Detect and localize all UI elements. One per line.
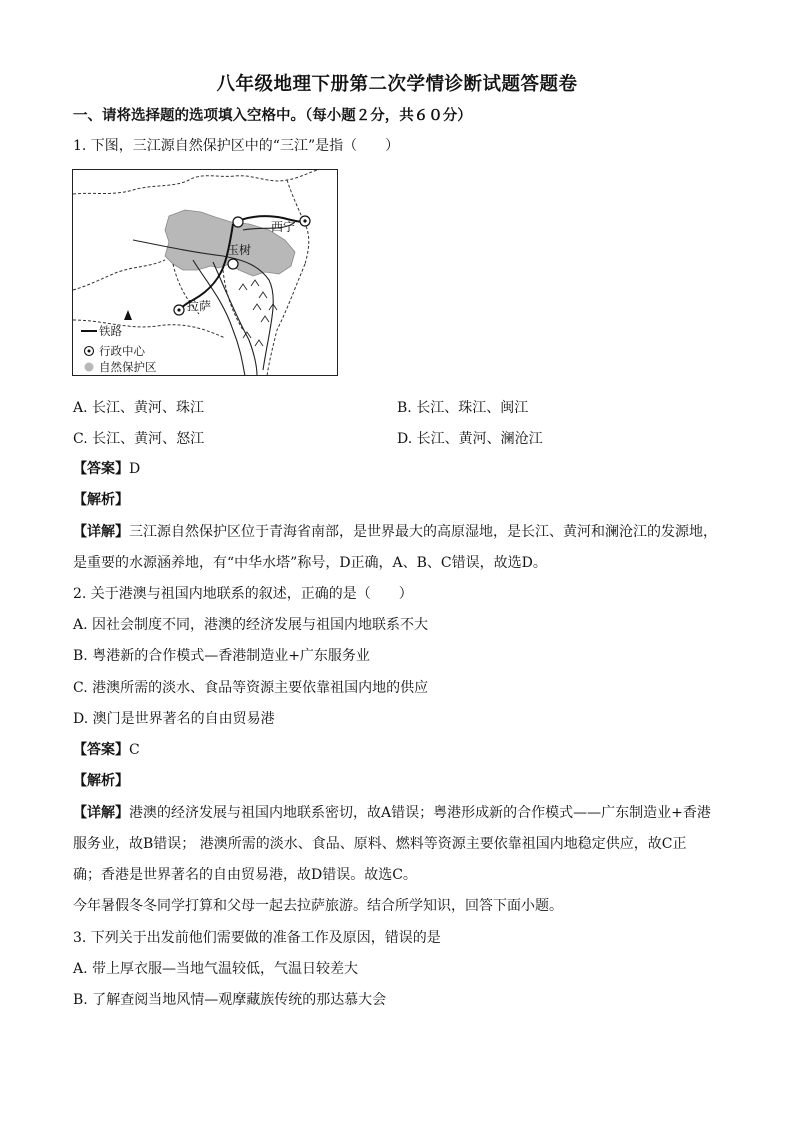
q2-option-d: D. 澳门是世界著名的自由贸易港 (73, 711, 275, 727)
answer-value: D (129, 461, 141, 477)
city-label-xining: 西宁 (271, 220, 296, 234)
sanjiangyuan-map (72, 169, 338, 376)
answer-value: C (129, 742, 140, 758)
question-3-stem: 3. 下列关于出发前他们需要做的准备工作及原因，错误的是 (73, 930, 441, 946)
mountain-symbols (239, 280, 277, 346)
legend-railway-label: 铁路 (99, 324, 122, 338)
legend-admin-center-label: 行政中心 (99, 344, 145, 358)
q1-option-c: C. 长江、黄河、怒江 (73, 431, 205, 447)
peak-icon (124, 310, 132, 320)
q2-detail-line-1 (73, 802, 711, 822)
lake-marker (233, 217, 243, 227)
page-title: 八年级地理下册第二次学情诊断试题答题卷 (216, 74, 578, 95)
section-heading: 一、请将选择题的选项填入空格中。（每小题２分，共６０分） (73, 108, 472, 124)
q1-option-b: B. 长江、珠江、闽江 (397, 400, 529, 416)
legend-reserve-icon (85, 363, 94, 372)
map-drawing (73, 170, 339, 377)
q2-detail-line-2: 服务业，故B错误； 港澳所需的淡水、食品、原料、燃料等资源主要依靠祖国内地稳定供应，故C正 (73, 836, 687, 852)
q2-analysis-tag: 【解析】 (73, 773, 129, 789)
city-label-yushu: 玉树 (227, 243, 252, 257)
detail-tag: 【详解】 (73, 805, 129, 821)
q1-detail-line-2: 是重要的水源涵养地，有“中华水塔”称号，D正确，A、B、C错误，故选D。 (73, 555, 547, 571)
q1-answer (73, 458, 140, 478)
q1-option-a: A. 长江、黄河、珠江 (73, 400, 205, 416)
q2-option-c: C. 港澳所需的淡水、食品等资源主要依靠祖国内地的供应 (73, 680, 429, 696)
q1-detail-line-1 (73, 521, 717, 541)
q2-option-b: B. 粤港新的合作模式—香港制造业+广东服务业 (73, 648, 370, 664)
q3-option-a: A. 带上厚衣服—当地气温较低，气温日较差大 (73, 961, 359, 977)
detail-text: 港澳的经济发展与祖国内地联系密切，故A错误；粤港形成新的合作模式——广东制造业+香港 (129, 805, 711, 821)
answer-tag: 【答案】 (73, 742, 129, 758)
city-yushu-marker (228, 259, 238, 269)
answer-tag: 【答案】 (73, 461, 129, 477)
question-1-stem: 1. 下图，三江源自然保护区中的“三江”是指（ ） (73, 138, 400, 154)
q1-analysis-tag: 【解析】 (73, 492, 129, 508)
detail-tag: 【详解】 (73, 524, 129, 540)
legend-reserve-label: 自然保护区 (99, 360, 157, 374)
q1-option-d: D. 长江、黄河、澜沧江 (397, 431, 543, 447)
city-label-lasa: 拉萨 (187, 299, 212, 313)
group-intro: 今年暑假冬冬同学打算和父母一起去拉萨旅游。结合所学知识，回答下面小题。 (73, 898, 563, 914)
q2-detail-line-3: 确；香港是世界著名的自由贸易港，故D错误。故选C。 (73, 867, 417, 883)
detail-text: 三江源自然保护区位于青海省南部，是世界最大的高原湿地，是长江、黄河和澜沧江的发源地， (129, 524, 717, 540)
q2-answer (73, 739, 140, 759)
question-2-stem: 2. 关于港澳与祖国内地联系的叙述，正确的是（ ） (73, 586, 413, 602)
q3-option-b: B. 了解查阅当地风情—观摩藏族传统的那达慕大会 (73, 992, 387, 1008)
q2-option-a: A. 因社会制度不同，港澳的经济发展与祖国内地联系不大 (73, 617, 429, 633)
